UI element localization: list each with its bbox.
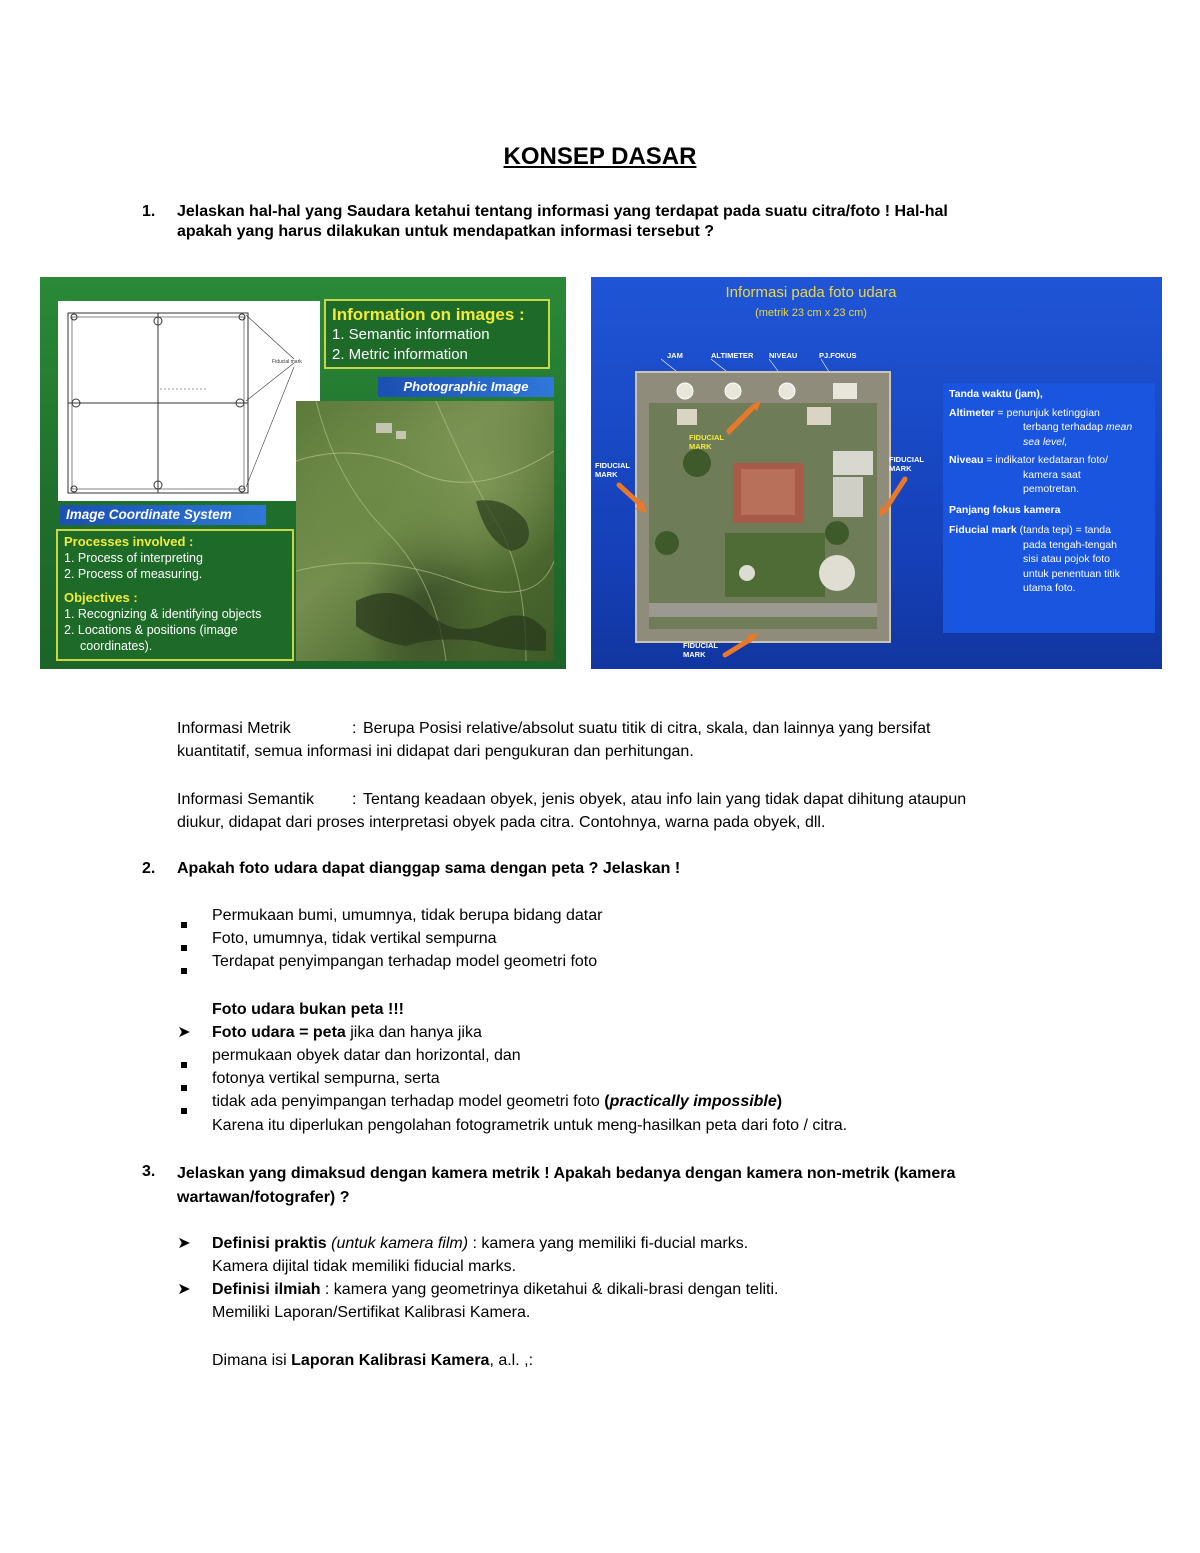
q1-text bbox=[177, 202, 1077, 242]
objective-locations-cont: coordinates). bbox=[80, 639, 153, 653]
processes-objectives-box bbox=[56, 529, 294, 661]
fiducial-diagram bbox=[58, 301, 320, 501]
q1-line2: apakah yang harus dilakukan untuk mendapatkan informasi tersebut ? bbox=[177, 223, 715, 240]
q2-cond-2-text: fotonya vertikal sempurna, serta bbox=[212, 1070, 440, 1087]
q3-def-ilmiah-bold: Definisi ilmiah bbox=[212, 1281, 321, 1298]
q2-cond-3 bbox=[212, 1090, 782, 1113]
semantik-label: Informasi Semantik bbox=[177, 791, 314, 808]
q3-def-praktis-italic: (untuk kamera film) bbox=[326, 1235, 469, 1252]
q3-dimana-pre: Dimana isi bbox=[212, 1352, 292, 1369]
q2-arrow-rest: jika dan hanya jika bbox=[345, 1024, 482, 1041]
label-niveau: NIVEAU bbox=[769, 351, 798, 360]
metrik-label: Informasi Metrik bbox=[177, 720, 291, 737]
q3-def-ilmiah-2: Memiliki Laporan/Sertifikat Kalibrasi Kamera. bbox=[212, 1304, 531, 1321]
info-altimeter bbox=[949, 406, 1149, 421]
aerial-photo-image bbox=[296, 401, 554, 661]
slide2-title: Informasi pada foto udara bbox=[725, 284, 897, 301]
q2-cond-3-text: tidak ada penyimpangan terhadap model geometri foto bbox=[212, 1093, 605, 1110]
info-fiducial-key: Fiducial mark bbox=[949, 524, 1017, 536]
info-fiducial bbox=[949, 523, 1149, 538]
info-item-metric: 2. Metric information bbox=[332, 346, 468, 363]
metrik-sep: : bbox=[352, 720, 357, 737]
q3-def-praktis bbox=[177, 1232, 749, 1255]
info-on-images-title: Information on images : bbox=[332, 305, 525, 324]
info-niveau-key: Niveau bbox=[949, 454, 984, 466]
slide-information-on-images bbox=[40, 277, 566, 669]
q2-cond-1 bbox=[212, 1044, 521, 1067]
q3-def-ilmiah bbox=[177, 1278, 779, 1301]
info-altimeter-sea-level: sea level, bbox=[1023, 435, 1068, 448]
info-fiducial-line4: untuk penentuan titik bbox=[1023, 567, 1120, 580]
q3-text bbox=[177, 1162, 955, 1210]
q2-karena: Karena itu diperlukan pengolahan fotogrametrik untuk meng-hasilkan peta dari foto / citra. bbox=[212, 1117, 848, 1134]
q1-number: 1. bbox=[142, 203, 156, 220]
info-niveau-line2: kamera saat bbox=[1023, 468, 1081, 481]
q2-bullet-1-text: Permukaan bumi, umumnya, tidak berupa bidang datar bbox=[212, 907, 603, 924]
fiducial-label-top: FIDUCIAL MARK bbox=[689, 433, 724, 451]
label-jam: JAM bbox=[667, 351, 683, 360]
aerial-photo-texture bbox=[296, 401, 554, 661]
arrow-bullet-icon: ➤ bbox=[177, 1235, 191, 1252]
semantik-sep: : bbox=[352, 791, 357, 808]
info-on-images-box bbox=[324, 299, 550, 369]
fiducial-arrows bbox=[591, 277, 931, 669]
info-altimeter-val1: = penunjuk ketinggian bbox=[994, 406, 1100, 419]
info-niveau bbox=[949, 453, 1149, 468]
q3-dimana-post: , a.l. ,: bbox=[489, 1352, 534, 1369]
fiducial-label-right: FIDUCIAL MARK bbox=[889, 455, 924, 473]
arrow-bullet-icon: ➤ bbox=[177, 1024, 191, 1041]
info-altimeter-line3 bbox=[949, 435, 1149, 450]
q2-text: Apakah foto udara dapat dianggap sama dengan peta ? Jelaskan ! bbox=[177, 860, 681, 877]
info-fiducial-line3: sisi atau pojok foto bbox=[1023, 553, 1110, 565]
slide2-subtitle: (metrik 23 cm x 23 cm) bbox=[755, 307, 867, 319]
info-fiducial-line5: utama foto. bbox=[1023, 582, 1076, 594]
q2-cond-1-text: permukaan obyek datar dan horizontal, dan bbox=[212, 1047, 521, 1064]
q2-cond-3-close: ) bbox=[776, 1093, 783, 1110]
info-niveau-val1: = indikator kedataran foto/ bbox=[983, 454, 1109, 466]
coordinate-diagram-figure bbox=[58, 301, 320, 501]
photographic-image-label: Photographic Image bbox=[378, 377, 554, 397]
info-altimeter-line2 bbox=[949, 420, 1149, 435]
image-coordinate-system-label: Image Coordinate System bbox=[60, 505, 266, 525]
processes-title: Processes involved : bbox=[64, 534, 194, 549]
q2-arrow-bold: Foto udara = peta bbox=[212, 1024, 346, 1041]
objective-recognizing: 1. Recognizing & identifying objects bbox=[64, 607, 262, 621]
q3-dimana-bold: Laporan Kalibrasi Kamera bbox=[291, 1352, 490, 1369]
slide-informasi-foto-udara bbox=[591, 277, 1162, 669]
q2-number: 2. bbox=[142, 860, 156, 877]
semantik-text1: Tentang keadaan obyek, jenis obyek, atau info lain yang tidak dapat dihitung ataupun bbox=[363, 791, 967, 808]
info-item-semantic: 1. Semantic information bbox=[332, 326, 490, 343]
info-tanda-waktu bbox=[949, 387, 1149, 402]
q3-line2: wartawan/fotografer) ? bbox=[177, 1189, 350, 1206]
q3-line1: Jelaskan yang dimaksud dengan kamera metrik ! Apakah bedanya dengan kamera non-metrik (kamera bbox=[177, 1165, 956, 1182]
info-altimeter-val2: terbang terhadap bbox=[1023, 421, 1106, 433]
info-fiducial-val1: (tanda tepi) = tanda bbox=[1016, 524, 1111, 536]
page-title: KONSEP DASAR bbox=[503, 143, 697, 170]
q2-bullet-3 bbox=[212, 950, 597, 973]
info-panjang-fokus-text: Panjang fokus kamera bbox=[949, 503, 1061, 516]
q3-def-praktis-bold: Definisi praktis bbox=[212, 1235, 327, 1252]
info-altimeter-mean: mean bbox=[1105, 421, 1133, 433]
q2-bullet-2-text: Foto, umumnya, tidak vertikal sempurna bbox=[212, 930, 497, 947]
q3-def-praktis-rest: : kamera yang memiliki fi-ducial marks. bbox=[468, 1235, 749, 1252]
process-measuring: 2. Process of measuring. bbox=[64, 567, 203, 581]
label-altimeter: ALTIMETER bbox=[711, 351, 754, 360]
q2-bullet-3-text: Terdapat penyimpangan terhadap model geometri foto bbox=[212, 953, 598, 970]
q3-dimana bbox=[212, 1349, 533, 1372]
q2-arrow-item bbox=[177, 1021, 482, 1044]
q3-number: 3. bbox=[142, 1163, 156, 1180]
info-tanda-waktu-text: Tanda waktu (jam), bbox=[949, 388, 1043, 400]
slide2-info-panel bbox=[943, 383, 1155, 633]
q2-bullet-1 bbox=[212, 904, 602, 927]
info-fiducial-line2: pada tengah-tengah bbox=[1023, 538, 1118, 551]
q1-line1: Jelaskan hal-hal yang Saudara ketahui tentang informasi yang terdapat pada suatu citra/foto ! Hal-hal bbox=[177, 203, 948, 220]
objectives-title: Objectives : bbox=[64, 590, 138, 605]
q2-bullet-2 bbox=[212, 927, 497, 950]
semantik-text2: diukur, didapat dari proses interpretasi obyek pada citra. Contohnya, warna pada obyek, dll. bbox=[177, 814, 826, 831]
arrow-bullet-icon: ➤ bbox=[177, 1281, 191, 1298]
q2-cond-3-emphasis: practically impossible bbox=[609, 1093, 777, 1110]
q2-cond-2 bbox=[212, 1067, 440, 1090]
objective-locations: 2. Locations & positions (image bbox=[64, 623, 238, 637]
fiducial-label-left: FIDUCIAL MARK bbox=[595, 461, 630, 479]
q3-def-praktis-2: Kamera dijital tidak memiliki fiducial marks. bbox=[212, 1258, 517, 1275]
fiducial-label-bottom: FIDUCIAL MARK bbox=[683, 641, 718, 659]
q3-def-ilmiah-rest: : kamera yang geometrinya diketahui & dikali-brasi dengan teliti. bbox=[320, 1281, 779, 1298]
label-pj-fokus: PJ.FOKUS bbox=[819, 351, 857, 360]
foto-bukan-peta: Foto udara bukan peta !!! bbox=[212, 1001, 404, 1018]
process-interpreting: 1. Process of interpreting bbox=[64, 551, 203, 565]
metrik-text2: kuantitatif, semua informasi ini didapat dari pengukuran dan perhitungan. bbox=[177, 743, 694, 760]
fiducial-mark-caption: Fiducial mark bbox=[272, 359, 302, 365]
info-niveau-line3: pemotretan. bbox=[1023, 483, 1080, 495]
info-panjang-fokus bbox=[949, 503, 1149, 518]
info-altimeter-key: Altimeter bbox=[949, 406, 995, 419]
q2-cond-3-open: ( bbox=[604, 1093, 610, 1110]
metrik-text1: Berupa Posisi relative/absolut suatu titik di citra, skala, dan lainnya yang bersifat bbox=[363, 720, 931, 737]
